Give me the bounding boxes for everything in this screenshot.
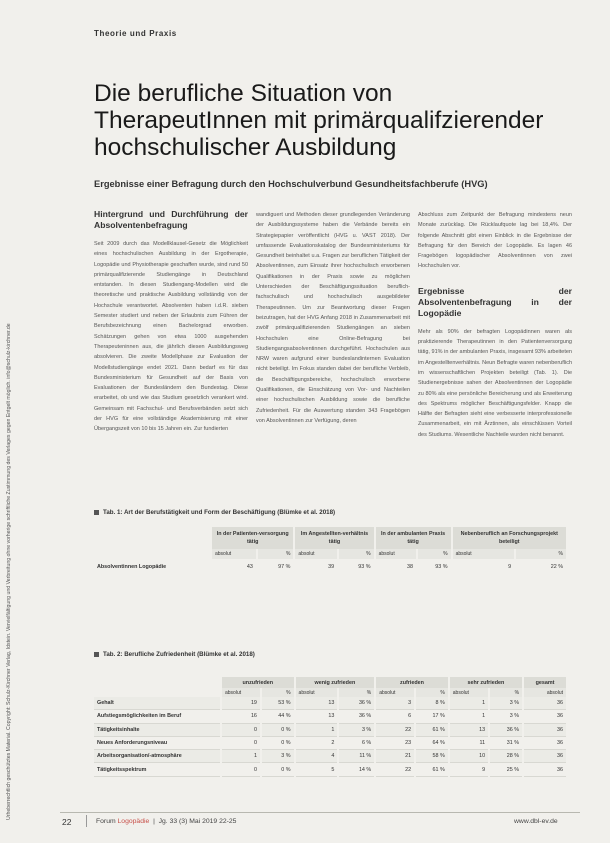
- table-header: In der Patienten-versorgung tätig: [211, 527, 294, 549]
- cell: 23: [375, 736, 415, 749]
- cell: 3 %: [338, 723, 375, 736]
- journal-issue: Jg. 33 (3) Mai 2019 22-25: [158, 818, 237, 825]
- article-title: Die berufliche Situation von TherapeutInnen mit primärqualifzierender hochschulischer Ausbildung: [94, 80, 544, 161]
- cell: 39: [294, 559, 338, 575]
- cell: 44 %: [261, 710, 295, 723]
- subheader: absolut: [294, 549, 338, 559]
- cell: 21: [375, 750, 415, 763]
- cell: 8 %: [415, 697, 449, 710]
- journal-reference: Forum Logopädie | Jg. 33 (3) Mai 2019 22-25: [96, 818, 237, 825]
- table-row: [94, 697, 566, 710]
- cell: 22: [375, 723, 415, 736]
- table-row: [94, 750, 566, 763]
- cell: 11 %: [338, 750, 375, 763]
- cell: 53 %: [261, 697, 295, 710]
- subheader: absolut: [375, 549, 417, 559]
- cell: 36: [523, 763, 566, 776]
- table-header: sehr zufrieden: [449, 677, 523, 688]
- cell: 36 %: [338, 697, 375, 710]
- cell: 36: [523, 750, 566, 763]
- cell: 16: [221, 710, 261, 723]
- subheader: absolut: [295, 688, 339, 697]
- table-header: zufrieden: [375, 677, 449, 688]
- footer-divider: [60, 812, 580, 813]
- caption-text: Tab. 2: Berufliche Zufriedenheit (Blümke et al. 2018): [103, 651, 255, 658]
- table-row: [94, 736, 566, 749]
- cell: 36 %: [338, 710, 375, 723]
- subheader: absolut: [523, 688, 566, 697]
- cell: 13: [449, 723, 489, 736]
- column-3: [418, 210, 572, 440]
- cell: 61 %: [415, 763, 449, 776]
- cell: 36 %: [489, 723, 523, 736]
- cell: 36: [523, 710, 566, 723]
- cell: 36: [523, 723, 566, 736]
- cell: 93 %: [338, 559, 374, 575]
- cell: 58 %: [415, 750, 449, 763]
- journal-brand: Logopädie: [117, 818, 150, 825]
- cell: 61 %: [415, 723, 449, 736]
- table-header: wenig zufrieden: [295, 677, 376, 688]
- body-text: Seit 2009 durch das Modellklausel-Gesetz die Möglichkeit eines hochschulischen Ausbildung in der Ergotherapie, Logopädie und Physiotherapie geschaffen wurde, sind rund 50 primärqualifizierende Studiengänge in Deutschland entstanden. In diesen Studiengang-Modellen wird die theoretische und praktische Ausbildung vollständig von der Hochschule verantwortet. Absolventen haben i.d.R. sieben Semester studiert und neben der Erlaubnis zum Führen der Berufsbezeichnung einen Bachelorgrad erworben. Schätzungen gehen von etwa 1000 ausgehenden Therapeuteninnen aus, die jährlich diesen Ausbildungsweg absolvieren. Die zweite Modellphase zur Evaluation der Modellstudiengänge endet 2021. Dann bedarf es für das Bundesministerium für Gesundheit auf der Basis von Evaluationen der Bundesländern den Bundestag. Diese erarbeitet, ob und wie das Studium gesetzlich verankert wird. Gemeinsam mit Fachschul- und Berufsverbänden setzt sich der HVG für eine vollständige Akademisierung mit einer Übergangszeit von 10 bis 15 Jahren ein. Zur fundierten: [94, 241, 248, 433]
- subheader: %: [415, 688, 449, 697]
- publisher-url: www.dbl-ev.de: [514, 818, 558, 825]
- row-label: Tätigkeitsinhalte: [94, 723, 221, 736]
- cell: 3 %: [489, 697, 523, 710]
- cell: 93 %: [417, 559, 452, 575]
- cell: 9: [449, 763, 489, 776]
- row-label: Tätigkeitsspektrum: [94, 763, 221, 776]
- subheader: %: [261, 688, 295, 697]
- cell: 1: [449, 710, 489, 723]
- subheader: %: [338, 688, 375, 697]
- cell: 1: [295, 723, 339, 736]
- cell: 28 %: [489, 750, 523, 763]
- row-label: Absolventinnen Logopädie: [97, 564, 167, 570]
- cell: 6 %: [338, 736, 375, 749]
- cell: 1: [449, 697, 489, 710]
- subheader: absolut: [449, 688, 489, 697]
- table-row: [94, 723, 566, 736]
- cell: 0: [221, 736, 261, 749]
- subheader: %: [417, 549, 452, 559]
- cell: 2: [295, 736, 339, 749]
- table-header: unzufrieden: [221, 677, 295, 688]
- subheader: %: [338, 549, 374, 559]
- body-text: Abschluss zum Zeitpunkt der Befragung mindestens neun Monate zurücklag. Die Rücklaufquote lag bei 18,4%. Der folgende Abschnitt gibt einen Einblick in die Ergebnisse der Befragung für den Bereich der Logopädie. Es lagen 46 Fragebögen logopädischer Absolventinnen von zwei Hochschulen vor.: [418, 212, 572, 270]
- caption-text: Tab. 1: Art der Berufstätigkeit und Form der Beschäftigung (Blümke et al. 2018): [103, 509, 336, 516]
- table-header: In der ambulanten Praxis tätig: [375, 527, 452, 549]
- square-bullet-icon: [94, 652, 99, 657]
- cell: 64 %: [415, 736, 449, 749]
- cell: 0: [221, 763, 261, 776]
- column-2: [256, 210, 410, 426]
- cell: 0: [221, 723, 261, 736]
- table-1-caption: [94, 509, 335, 516]
- cell: 0 %: [261, 763, 295, 776]
- subheader: absolut: [221, 688, 261, 697]
- row-label: Gehalt: [94, 697, 221, 710]
- row-label: Aufstiegsmöglichkeiten im Beruf: [94, 710, 221, 723]
- section-label: Theorie und Praxis: [94, 29, 177, 38]
- cell: 22: [375, 763, 415, 776]
- subheader: %: [257, 549, 295, 559]
- cell: 36: [523, 697, 566, 710]
- journal-prefix: Forum: [96, 818, 116, 825]
- row-label: Neues Anforderungsniveau: [94, 736, 221, 749]
- cell: 1: [221, 750, 261, 763]
- cell: 9: [452, 559, 516, 575]
- cell: 17 %: [415, 710, 449, 723]
- subheader: %: [515, 549, 566, 559]
- cell: 3: [375, 697, 415, 710]
- cell: 0 %: [261, 736, 295, 749]
- cell: 13: [295, 697, 339, 710]
- subheader: absolut: [375, 688, 415, 697]
- subheader: %: [489, 688, 523, 697]
- cell: 22 %: [515, 559, 566, 575]
- copyright-side-note: Urheberrechtlich geschütztes Material. Copyright: Schulz-Kirchner Verlag, Idstein. Vervielfältigung und Verbreitung ohne vorherige schriftliche Zustimmung des Verlages gegen Entgelt möglich. info@schulz-kirchner.de: [6, 323, 12, 820]
- subheader: absolut: [452, 549, 516, 559]
- page-number: 22: [62, 817, 72, 827]
- cell: 36: [523, 736, 566, 749]
- body-text: wandiguert und Methoden dieser grundlegenden Veränderung der Ausbildungssysteme haben die Verbände bereits ein Strategiepapier veröffentlicht (HVG u. VAST 2018). Der umfassende Evaluationskatalog der Bundesministeriums für Gesundheit beinhaltet u.a. Fragen zur beruflichen Tätigkeit der Absolventinnen, zum Einsatz ihrer hochschulisch erworbenen Qualifikationen in der Praxis sowie zu möglichen Unterschieden der Beschäftigungssituation beruflich-fachschulisch und hochschulisch ausgebildeter Therapeutinnen. Um zur Beantwortung dieser Fragen beizutragen, hat der HVG Anfang 2018 in Zusammenarbeit mit zwölf primärqualifizierenden Studiengängen an sieben Hochschulen eine Online-Befragung bei Studiengangsabsolventinnen durchgeführt. Hochschulen aus NRW waren aufgrund einer bundeslandinternen Evaluation nicht beteiligt. Im Fokus standen dabei der berufliche Verbleib, die Beschäftigungsbereiche, hochschulisch erworbene Qualifikationen, die Einschätzung von Vor- und Nachteilen einer hochschulischen Ausbildung sowie die berufliche Zufriedenheit. Für die Auswertung standen 343 Fragebögen von Absolventinnen zur Verfügung, deren: [256, 212, 410, 424]
- cell: 10: [449, 750, 489, 763]
- table-row: [94, 763, 566, 776]
- cell: 19: [221, 697, 261, 710]
- table-row: [94, 710, 566, 723]
- table-2: [94, 677, 566, 777]
- cell: 97 %: [257, 559, 295, 575]
- square-bullet-icon: [94, 510, 99, 515]
- cell: 0 %: [261, 723, 295, 736]
- table-header: Nebenberuflich an Forschungsprojekt beteiligt: [452, 527, 566, 549]
- body-text: Mehr als 90% der befragten Logopädinnen waren als praktizierende Therapeutinnen in den Patientenversorgung tätig, 91% in der ambulanten Praxis, insgesamt 93% arbeiteten im Angestelltenverhältnis. Neun Befragte waren nebenberuflich im wissenschaftlichen Projekten beteiligt (Tab. 1). Die Studienergebnisse sahen der Absolventinnen der Logopädie zu 80% als eine persönliche Bereicherung und als Erweiterung des Spektrums möglicher Beschäftigungsfelder. Knapp die Hälfte der Befragten sieht eine verbesserte interprofessionelle Zusammenarbeit, ein mit Ärztinnen, als einschlüssen Vorteil des Studiums. Wesentliche Nachteile wurden nicht benannt.: [418, 328, 572, 438]
- heading-background: Hintergrund und Durchführung der Absolventenbefragung: [94, 209, 248, 230]
- table-row: [94, 559, 566, 575]
- cell: 25 %: [489, 763, 523, 776]
- heading-results: Ergebnisse der Absolventenbefragung in der Logopädie: [418, 285, 572, 318]
- column-1: [94, 209, 248, 435]
- table-header: gesamt: [523, 677, 566, 688]
- cell: 43: [211, 559, 257, 575]
- subheader: absolut: [211, 549, 257, 559]
- cell: 38: [375, 559, 417, 575]
- row-label: Arbeitsorganisation/-atmosphäre: [94, 750, 221, 763]
- article-subtitle: Ergebnisse einer Befragung durch den Hochschulverbund Gesundheitsfachberufe (HVG): [94, 179, 488, 189]
- cell: 11: [449, 736, 489, 749]
- cell: 31 %: [489, 736, 523, 749]
- table-header: Im Angestellten-verhältnis tätig: [294, 527, 374, 549]
- cell: 4: [295, 750, 339, 763]
- cell: 5: [295, 763, 339, 776]
- cell: 14 %: [338, 763, 375, 776]
- footer-separator: [86, 815, 87, 827]
- table-1: [94, 527, 566, 575]
- cell: 13: [295, 710, 339, 723]
- cell: 3 %: [489, 710, 523, 723]
- cell: 3 %: [261, 750, 295, 763]
- cell: 6: [375, 710, 415, 723]
- table-2-caption: [94, 651, 255, 658]
